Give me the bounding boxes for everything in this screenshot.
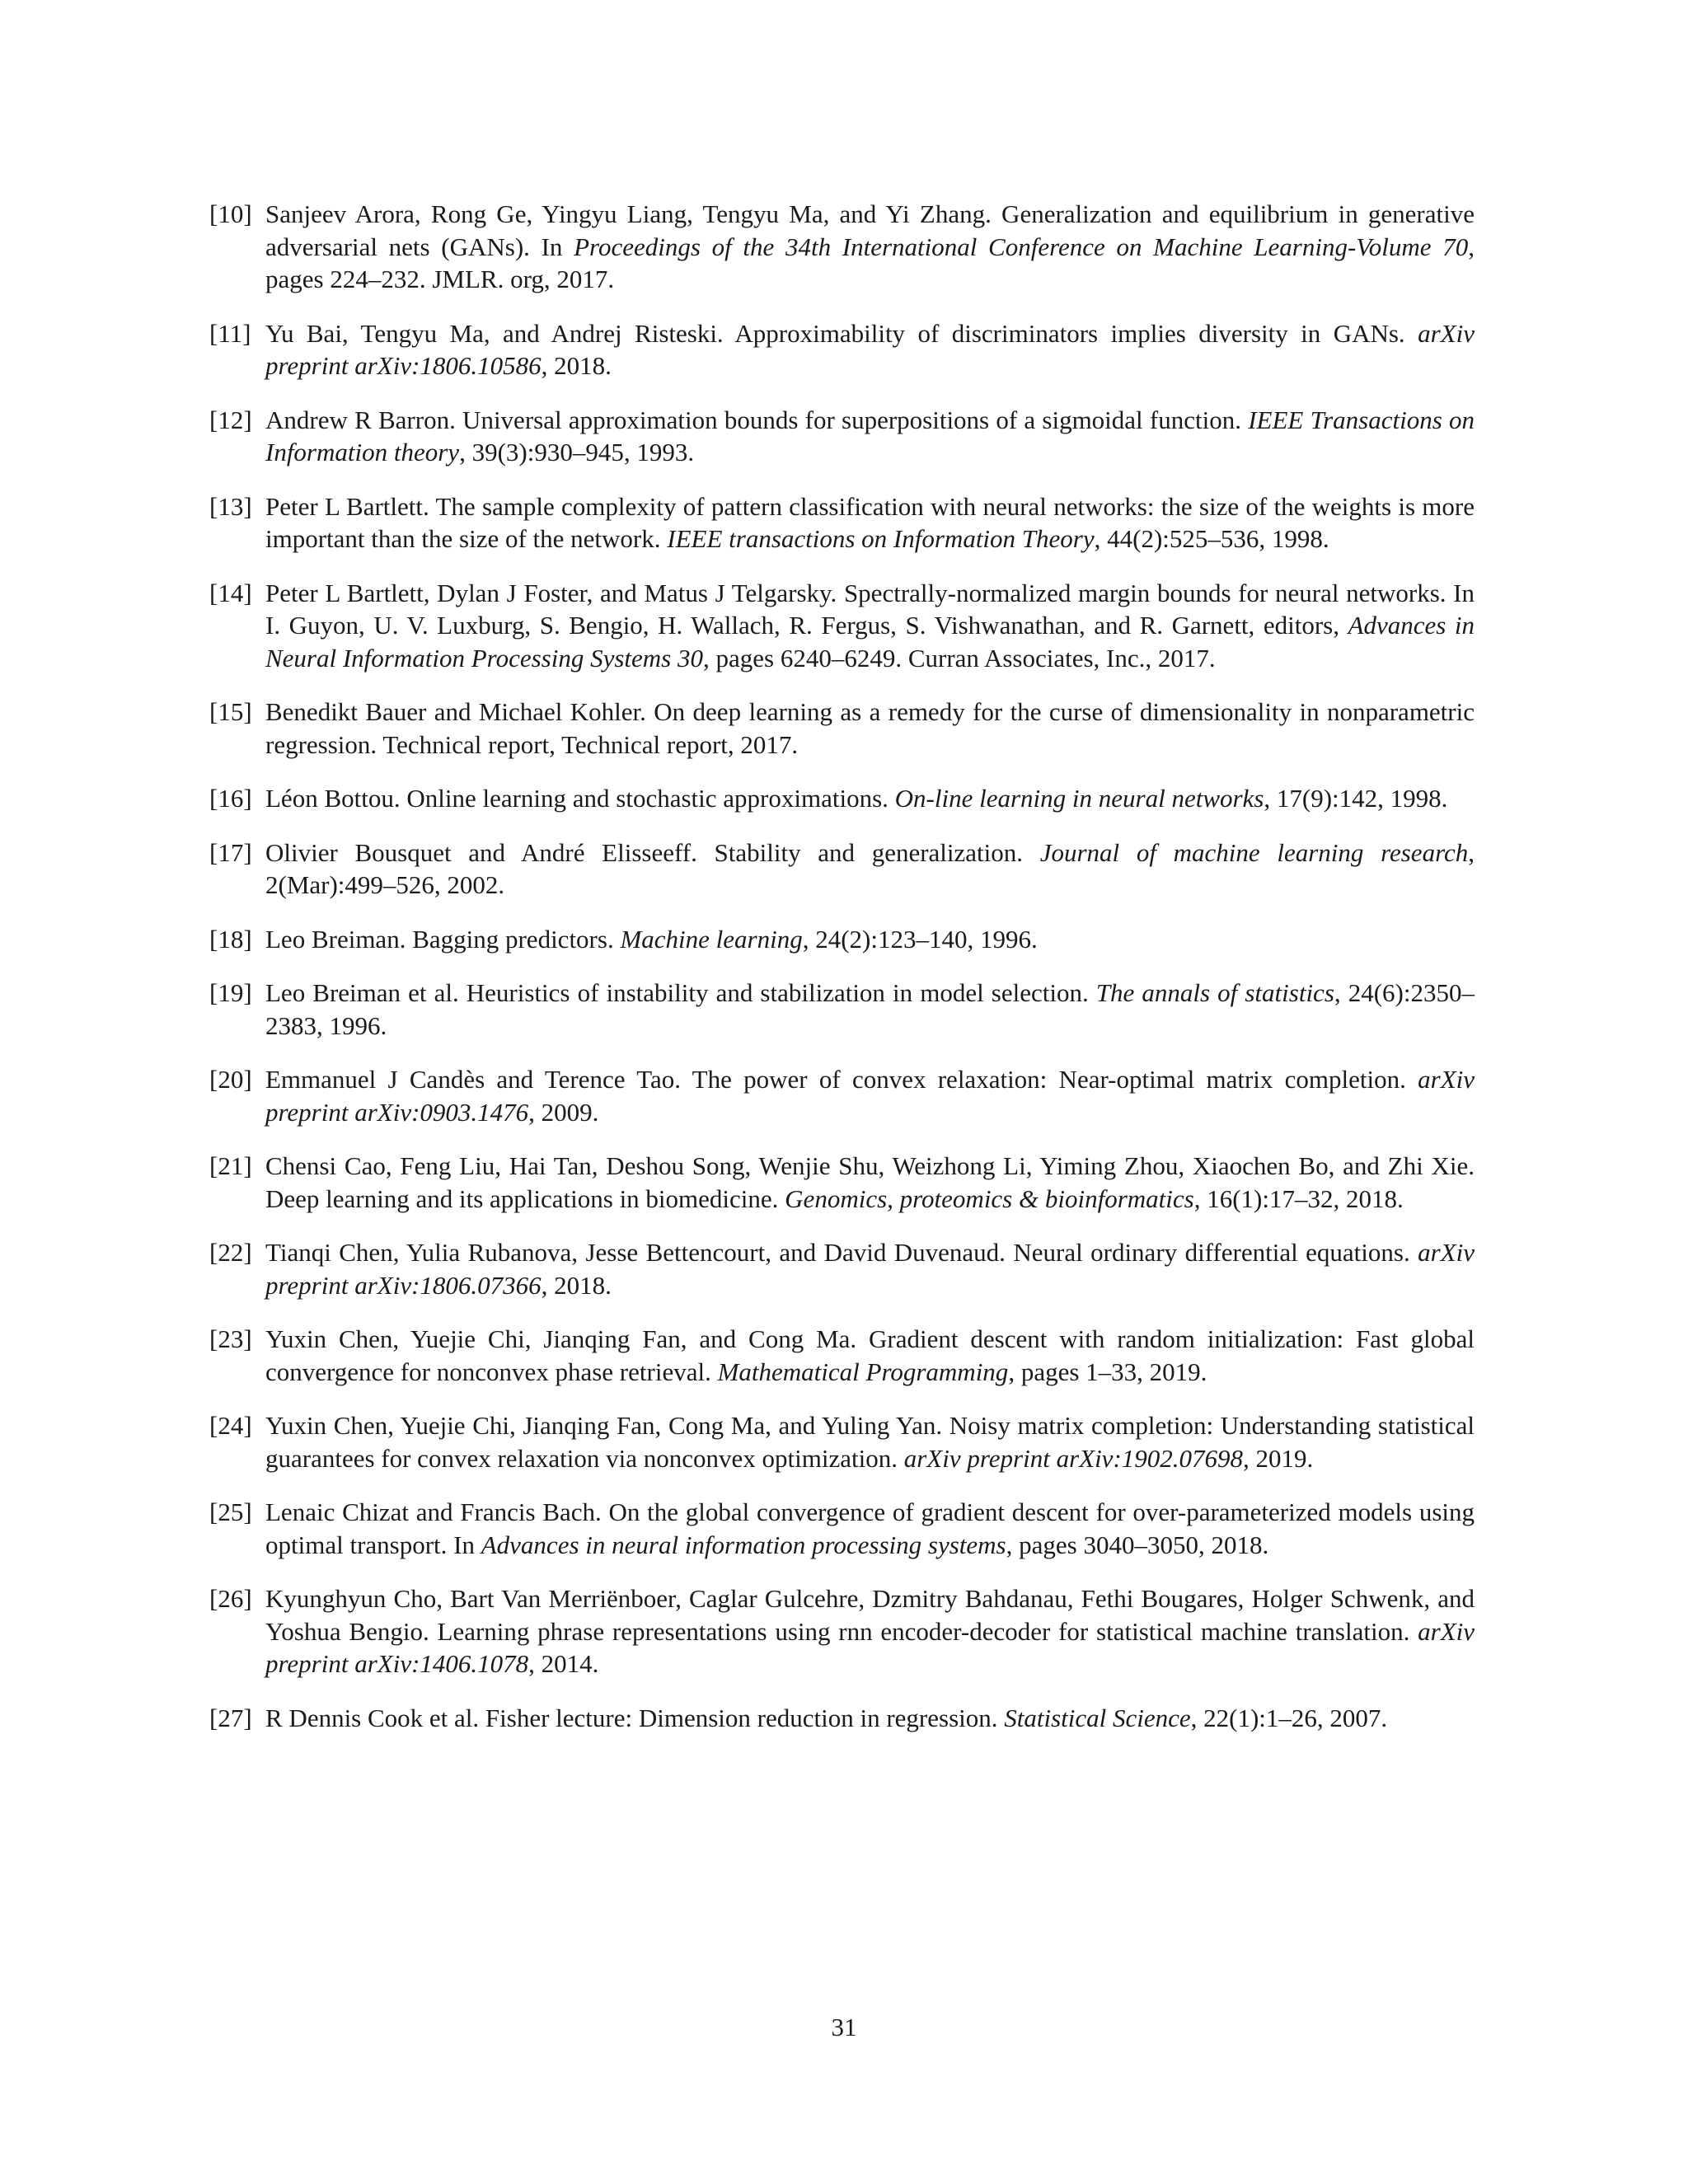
reference-number: [27]	[209, 1703, 252, 1732]
reference-segment: Yu Bai, Tengyu Ma, and Andrej Risteski. Approximability of discriminators implies diversity in GANs.	[265, 318, 1418, 348]
reference-number: [11]	[209, 318, 251, 348]
reference-segment: , pages 1–33, 2019.	[1008, 1357, 1207, 1386]
reference-item	[209, 1323, 1475, 1388]
reference-text	[265, 490, 1475, 555]
reference-segment: , 17(9):142, 1998.	[1264, 784, 1448, 813]
reference-item	[209, 837, 1475, 902]
reference-venue: Machine learning	[620, 924, 803, 954]
reference-segment: Léon Bottou. Online learning and stochastic approximations.	[265, 784, 895, 813]
reference-number: [23]	[209, 1324, 252, 1353]
reference-text	[265, 577, 1475, 675]
reference-segment: Emmanuel J Candès and Terence Tao. The power of convex relaxation: Near-optimal matrix completion.	[265, 1065, 1418, 1094]
reference-item	[209, 317, 1475, 382]
reference-number: [13]	[209, 491, 252, 521]
reference-segment: Peter L Bartlett. The sample complexity of pattern classification with neural networks: the size of the weights is more important than the size of the network.	[265, 491, 1475, 553]
reference-item	[209, 198, 1475, 296]
reference-segment: , pages 6240–6249. Curran Associates, Inc., 2017.	[702, 643, 1216, 673]
reference-segment: , 2(Mar):499–526, 2002.	[265, 837, 1475, 899]
reference-text	[265, 1323, 1475, 1388]
reference-number: [25]	[209, 1497, 252, 1526]
reference-segment: Olivier Bousquet and André Elisseeff. Stability and generalization.	[265, 837, 1040, 867]
reference-segment: Leo Breiman. Bagging predictors.	[265, 924, 621, 954]
reference-text	[265, 1063, 1475, 1128]
reference-venue: The annals of statistics	[1095, 978, 1334, 1007]
reference-number: [16]	[209, 784, 252, 813]
reference-venue: Journal of machine learning research	[1039, 837, 1469, 867]
reference-segment: , 2019.	[1243, 1443, 1314, 1473]
reference-item	[209, 782, 1475, 815]
reference-number: [18]	[209, 924, 252, 954]
reference-venue: IEEE Transactions on Information theory	[265, 405, 1475, 466]
reference-venue: IEEE transactions on Information Theory	[667, 524, 1095, 553]
reference-venue: Mathematical Programming	[717, 1357, 1009, 1386]
reference-segment: Yuxin Chen, Yuejie Chi, Jianqing Fan, and Cong Ma. Gradient descent with random initialization: Fast global convergence for nonconvex phase retrieval.	[265, 1324, 1475, 1386]
reference-number: [20]	[209, 1065, 252, 1094]
reference-venue: Proceedings of the 34th International Conference on Machine Learning-Volume 70	[574, 232, 1469, 261]
reference-segment: Andrew R Barron. Universal approximation bounds for superpositions of a sigmoidal function.	[265, 405, 1249, 434]
reference-text	[265, 696, 1475, 761]
reference-text	[265, 404, 1475, 469]
reference-segment: Lenaic Chizat and Francis Bach. On the global convergence of gradient descent for over-parameterized models using optimal transport. In	[265, 1497, 1475, 1559]
reference-venue: Genomics, proteomics & bioinformatics	[785, 1183, 1194, 1213]
reference-list	[209, 198, 1475, 1755]
reference-segment: , 2014.	[528, 1649, 599, 1678]
reference-number: [22]	[209, 1238, 252, 1267]
reference-segment: , 2018.	[541, 351, 612, 380]
reference-text	[265, 1702, 1475, 1735]
reference-item	[209, 577, 1475, 675]
reference-segment: , 22(1):1–26, 2007.	[1190, 1703, 1388, 1732]
reference-number: [12]	[209, 405, 252, 434]
reference-item	[209, 1063, 1475, 1128]
reference-venue: arXiv preprint arXiv:1806.07366	[265, 1238, 1475, 1300]
reference-segment: , pages 224–232. JMLR. org, 2017.	[265, 232, 1475, 293]
reference-text	[265, 317, 1475, 382]
reference-segment: R Dennis Cook et al. Fisher lecture: Dimension reduction in regression.	[265, 1703, 1005, 1732]
reference-item	[209, 404, 1475, 469]
reference-venue: arXiv preprint arXiv:1806.10586	[265, 318, 1475, 380]
reference-text	[265, 977, 1475, 1042]
reference-item	[209, 1236, 1475, 1301]
reference-text	[265, 198, 1475, 296]
reference-text	[265, 1496, 1475, 1561]
reference-segment: Tianqi Chen, Yulia Rubanova, Jesse Bettencourt, and David Duvenaud. Neural ordinary differential equations.	[265, 1238, 1418, 1267]
reference-segment: Kyunghyun Cho, Bart Van Merriënboer, Caglar Gulcehre, Dzmitry Bahdanau, Fethi Bougares, Holger Schwenk, and Yoshua Bengio. Learning phrase representations using rnn encoder-decoder for statistical machine translation.	[265, 1584, 1475, 1646]
reference-number: [24]	[209, 1411, 252, 1440]
reference-number: [14]	[209, 578, 252, 607]
reference-text	[265, 1582, 1475, 1680]
reference-number: [26]	[209, 1584, 252, 1613]
reference-segment: Sanjeev Arora, Rong Ge, Yingyu Liang, Tengyu Ma, and Yi Zhang. Generalization and equilibrium in generative adversarial nets (GANs). In	[265, 199, 1475, 261]
reference-item	[209, 1582, 1475, 1680]
reference-number: [19]	[209, 978, 252, 1007]
reference-number: [10]	[209, 199, 252, 228]
reference-venue: Statistical Science	[1004, 1703, 1191, 1732]
reference-item	[209, 490, 1475, 555]
reference-text	[265, 923, 1475, 956]
reference-segment: , 2009.	[528, 1097, 599, 1127]
reference-segment: , 16(1):17–32, 2018.	[1193, 1183, 1404, 1213]
reference-venue: Advances in neural information processing systems	[481, 1530, 1006, 1559]
reference-venue: Advances in Neural Information Processing Systems 30	[265, 611, 1475, 673]
reference-item	[209, 923, 1475, 956]
reference-item	[209, 1409, 1475, 1474]
reference-item	[209, 696, 1475, 761]
reference-text	[265, 837, 1475, 902]
reference-item	[209, 1496, 1475, 1561]
reference-item	[209, 977, 1475, 1042]
reference-segment: Benedikt Bauer and Michael Kohler. On deep learning as a remedy for the curse of dimensionality in nonparametric regression. Technical report, Technical report, 2017.	[265, 697, 1475, 759]
reference-item	[209, 1150, 1475, 1215]
reference-segment: , 2018.	[541, 1270, 612, 1300]
reference-item	[209, 1702, 1475, 1735]
reference-segment: Chensi Cao, Feng Liu, Hai Tan, Deshou Song, Wenjie Shu, Weizhong Li, Yiming Zhou, Xiaochen Bo, and Zhi Xie. Deep learning and its applications in biomedicine.	[265, 1151, 1475, 1213]
reference-text	[265, 1236, 1475, 1301]
reference-segment: Peter L Bartlett, Dylan J Foster, and Matus J Telgarsky. Spectrally-normalized margin bounds for neural networks. In I. Guyon, U. V. Luxburg, S. Bengio, H. Wallach, R. Fergus, S. Vishwanathan, and R. Garnett, editors,	[265, 578, 1475, 640]
reference-segment: Yuxin Chen, Yuejie Chi, Jianqing Fan, Cong Ma, and Yuling Yan. Noisy matrix completion: Understanding statistical guarantees for convex relaxation via nonconvex optimization.	[265, 1411, 1475, 1473]
reference-segment: , 24(2):123–140, 1996.	[802, 924, 1038, 954]
reference-venue: arXiv preprint arXiv:1406.1078	[265, 1616, 1475, 1678]
reference-segment: , 24(6):2350–2383, 1996.	[265, 978, 1475, 1040]
reference-venue: arXiv preprint arXiv:0903.1476	[265, 1065, 1475, 1127]
reference-segment: Leo Breiman et al. Heuristics of instability and stabilization in model selection.	[265, 978, 1096, 1007]
page-number: 31	[831, 2013, 857, 2041]
reference-text	[265, 782, 1475, 815]
reference-segment: , pages 3040–3050, 2018.	[1006, 1530, 1269, 1559]
reference-number: [21]	[209, 1151, 252, 1180]
reference-venue: arXiv preprint arXiv:1902.07698	[903, 1443, 1244, 1473]
reference-number: [17]	[209, 837, 252, 867]
reference-number: [15]	[209, 697, 252, 726]
reference-venue: On-line learning in neural networks	[894, 784, 1264, 813]
reference-segment: , 39(3):930–945, 1993.	[459, 438, 695, 466]
reference-text	[265, 1150, 1475, 1215]
reference-segment: , 44(2):525–536, 1998.	[1094, 524, 1329, 553]
reference-text	[265, 1409, 1475, 1474]
